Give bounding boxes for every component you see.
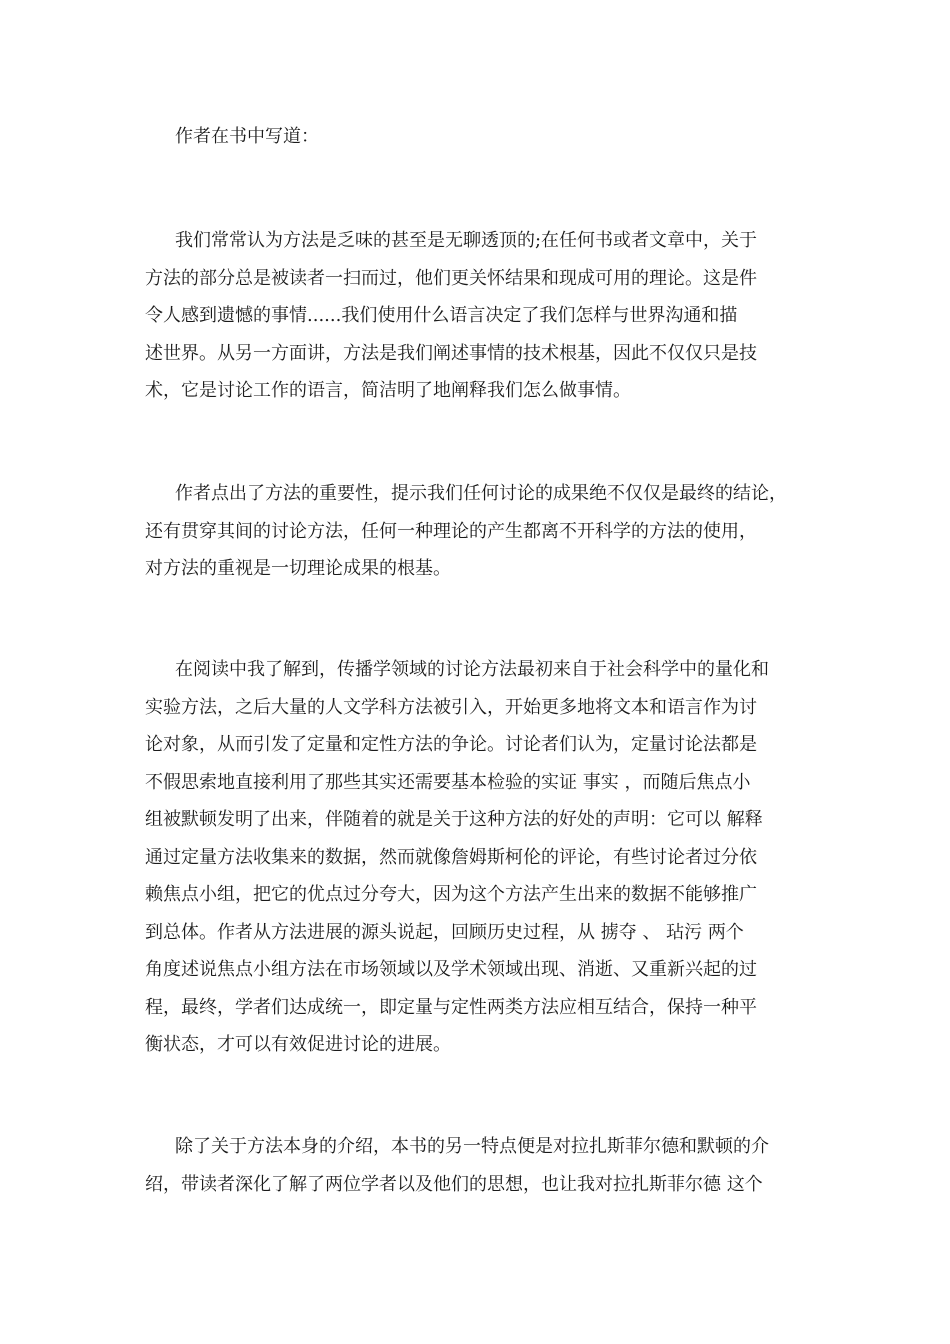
paragraph-line: 作者点出了方法的重要性，提示我们任何讨论的成果绝不仅仅是最终的结论， xyxy=(175,483,787,504)
paragraph-line: 作者在书中写道： xyxy=(175,126,319,147)
paragraph-line: 到总体。作者从方法进展的源头说起，回顾历史过程，从 掳夺 、 玷污 两个 xyxy=(145,921,744,943)
paragraph-line: 述世界。从另一方面讲，方法是我们阐述事情的技术根基，因此不仅仅只是技 xyxy=(145,342,757,364)
paragraph-line: 对方法的重视是一切理论成果的根基。 xyxy=(145,558,451,579)
paragraph-2-quote xyxy=(145,222,825,410)
paragraph-line: 除了关于方法本身的介绍，本书的另一特点便是对拉扎斯菲尔德和默顿的介 xyxy=(175,1136,769,1157)
paragraph-line: 角度述说焦点小组方法在市场领域以及学术领域出现、消逝、又重新兴起的过 xyxy=(145,959,757,980)
paragraph-5 xyxy=(145,1128,825,1203)
paragraph-1 xyxy=(145,118,825,156)
paragraph-line: 通过定量方法收集来的数据，然而就像詹姆斯柯伦的评论，有些讨论者过分依 xyxy=(145,846,757,868)
paragraph-line: 还有贯穿其间的讨论方法，任何一种理论的产生都离不开科学的方法的使用， xyxy=(145,520,757,542)
paragraph-line: 组被默顿发明了出来，伴随着的就是关于这种方法的好处的声明：它可以 解释 xyxy=(145,809,763,830)
paragraph-line: 方法的部分总是被读者一扫而过，他们更关怀结果和现成可用的理论。这是件 xyxy=(145,267,757,289)
paragraph-line: 实验方法，之后大量的人文学科方法被引入，开始更多地将文本和语言作为讨 xyxy=(145,696,757,718)
paragraph-line: 我们常常认为方法是乏味的甚至是无聊透顶的;在任何书或者文章中，关于 xyxy=(175,230,758,251)
paragraph-line: 术，它是讨论工作的语言，简洁明了地阐释我们怎么做事情。 xyxy=(145,380,631,401)
paragraph-line: 令人感到遗憾的事情......我们使用什么语言决定了我们怎样与世界沟通和描 xyxy=(145,305,738,326)
paragraph-line: 不假思索地直接利用了那些其实还需要基本检验的实证 事实 ，而随后焦点小 xyxy=(145,771,751,793)
paragraph-4 xyxy=(145,651,825,1064)
paragraph-3 xyxy=(145,475,825,588)
paragraph-line: 衡状态，才可以有效促进讨论的进展。 xyxy=(145,1034,451,1055)
paragraph-line: 绍，带读者深化了解了两位学者以及他们的思想，也让我对拉扎斯菲尔德 这个 xyxy=(145,1173,763,1195)
paragraph-line: 赖焦点小组，把它的优点过分夸大，因为这个方法产生出来的数据不能够推广 xyxy=(145,884,757,905)
paragraph-line: 程，最终，学者们达成统一，即定量与定性两类方法应相互结合，保持一种平 xyxy=(145,996,757,1018)
paragraph-line: 论对象，从而引发了定量和定性方法的争论。讨论者们认为，定量讨论法都是 xyxy=(145,734,757,755)
paragraph-line: 在阅读中我了解到，传播学领域的讨论方法最初来自于社会科学中的量化和 xyxy=(175,659,769,680)
